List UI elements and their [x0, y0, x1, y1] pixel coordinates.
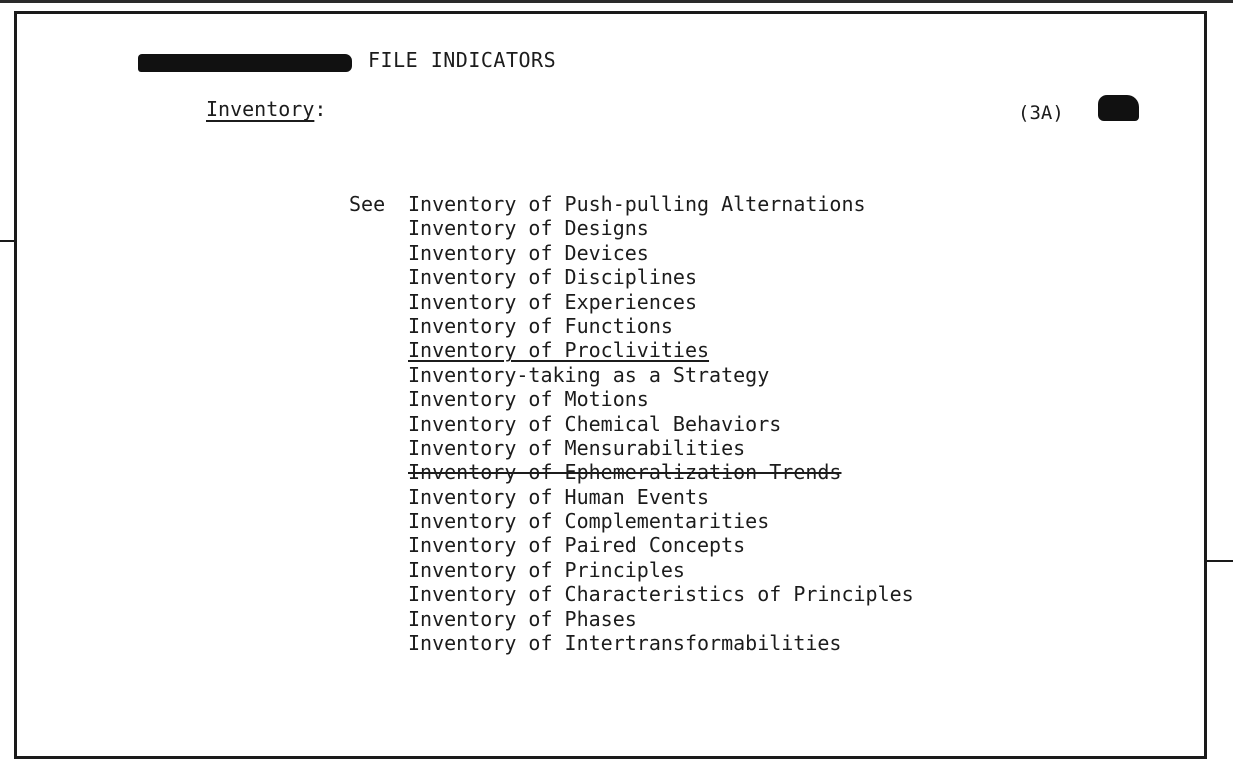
list-item [349, 265, 914, 289]
list-item-text: Inventory of Experiences [408, 289, 697, 314]
list-item-text: Inventory of Characteristics of Principles [408, 582, 914, 607]
list-item [349, 216, 914, 240]
list-item-text: Inventory-taking as a Strategy [408, 362, 770, 387]
list-item-text: Inventory of Push-pulling Alternations [408, 192, 866, 216]
right-edge-tick [1207, 560, 1233, 562]
list-item-text: Inventory of Designs [408, 216, 649, 241]
list-item [349, 387, 914, 411]
list-item-text: Inventory of Mensurabilities [408, 435, 746, 460]
list-item-text: Inventory of Proclivities [408, 338, 710, 363]
list-item-text: Inventory of Intertransformabilities [408, 631, 842, 656]
list-item [349, 436, 914, 460]
list-item-text: Inventory of Human Events [408, 484, 710, 509]
list-item-text: Inventory of Ephemeralization Trends [408, 460, 842, 485]
page-top-rule [0, 0, 1233, 3]
list-item [349, 338, 914, 362]
list-item-text: Inventory of Motions [408, 387, 649, 412]
list-item [349, 558, 914, 582]
list-item-text: Inventory of Functions [408, 313, 673, 338]
list-item-text: Inventory of Complementarities [408, 509, 770, 534]
list-item-text: Inventory of Disciplines [408, 265, 697, 290]
list-item-text: Inventory of Devices [408, 240, 649, 265]
list-item [349, 314, 914, 338]
redaction-bar [138, 54, 352, 72]
list-item [349, 509, 914, 533]
section-label [206, 97, 326, 121]
list-item [349, 290, 914, 314]
list-item [349, 412, 914, 436]
inventory-list [349, 192, 914, 655]
section-label-colon: : [314, 97, 327, 121]
list-item-text: Inventory of Phases [408, 606, 637, 631]
list-item [349, 533, 914, 557]
left-edge-tick [0, 240, 14, 242]
list-item [349, 631, 914, 655]
list-item-text: Inventory of Principles [408, 557, 685, 582]
list-item [349, 241, 914, 265]
list-item [349, 460, 914, 484]
list-item-text: Inventory of Paired Concepts [408, 533, 746, 558]
list-item [349, 582, 914, 606]
list-item [349, 485, 914, 509]
section-label-word: Inventory [206, 97, 315, 121]
list-item [349, 192, 914, 216]
card-code: (3A) [1018, 102, 1064, 124]
page-title: FILE INDICATORS [368, 48, 557, 72]
see-prefix: See [349, 192, 386, 216]
list-item [349, 607, 914, 631]
list-item-text: Inventory of Chemical Behaviors [408, 411, 782, 436]
redaction-blot [1098, 95, 1139, 121]
list-item [349, 363, 914, 387]
